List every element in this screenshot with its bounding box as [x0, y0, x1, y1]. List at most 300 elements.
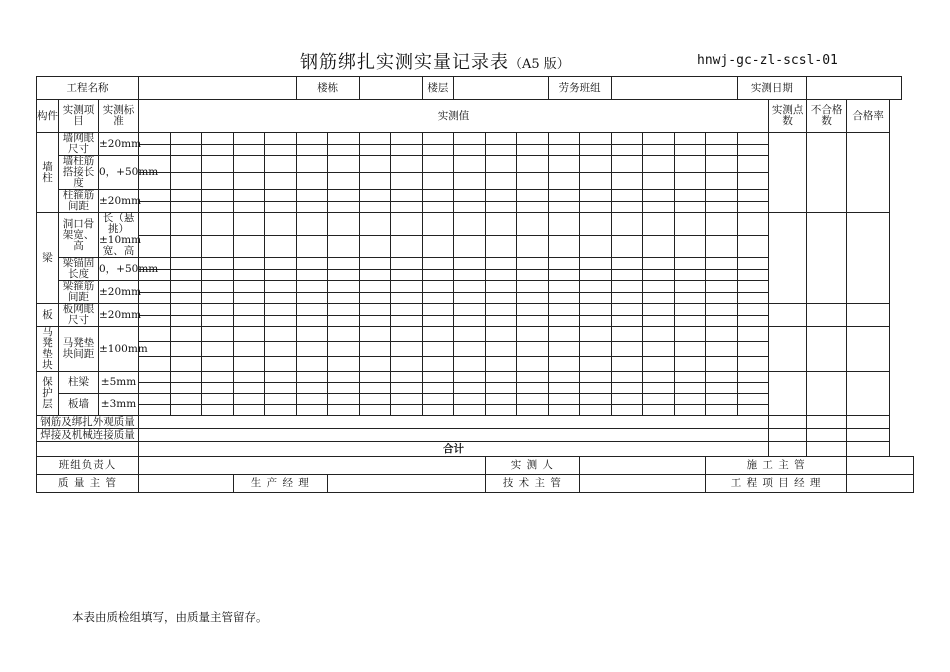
- measure-cell[interactable]: [139, 201, 171, 213]
- measure-cell[interactable]: [265, 173, 297, 190]
- measure-cell[interactable]: [485, 394, 517, 405]
- measure-cell[interactable]: [233, 327, 265, 342]
- measure-cell[interactable]: [454, 342, 486, 357]
- measure-cell[interactable]: [485, 372, 517, 383]
- measure-cell[interactable]: [265, 292, 297, 304]
- measure-cell[interactable]: [391, 156, 423, 173]
- measure-cell[interactable]: [359, 144, 391, 156]
- measure-cell[interactable]: [265, 383, 297, 394]
- points-cell[interactable]: [769, 133, 807, 213]
- measure-cell[interactable]: [580, 133, 612, 145]
- measure-cell[interactable]: [643, 327, 675, 342]
- measure-cell[interactable]: [454, 133, 486, 145]
- welding-fail[interactable]: [807, 429, 847, 442]
- measure-cell[interactable]: [643, 315, 675, 327]
- measure-cell[interactable]: [706, 213, 738, 236]
- measure-cell[interactable]: [706, 281, 738, 293]
- measure-cell[interactable]: [517, 342, 549, 357]
- measure-cell[interactable]: [296, 133, 328, 145]
- measure-cell[interactable]: [139, 144, 171, 156]
- measure-cell[interactable]: [737, 201, 769, 213]
- measure-cell[interactable]: [454, 281, 486, 293]
- measure-cell[interactable]: [580, 292, 612, 304]
- measure-cell[interactable]: [233, 144, 265, 156]
- measure-cell[interactable]: [706, 201, 738, 213]
- measure-cell[interactable]: [328, 342, 360, 357]
- measure-cell[interactable]: [737, 357, 769, 372]
- measure-cell[interactable]: [391, 383, 423, 394]
- measure-cell[interactable]: [580, 156, 612, 173]
- measure-cell[interactable]: [170, 190, 202, 202]
- measure-cell[interactable]: [265, 304, 297, 316]
- measure-cell[interactable]: [611, 258, 643, 270]
- measure-cell[interactable]: [422, 292, 454, 304]
- measure-cell[interactable]: [580, 190, 612, 202]
- measure-cell[interactable]: [139, 213, 171, 236]
- measure-cell[interactable]: [170, 342, 202, 357]
- measure-cell[interactable]: [454, 383, 486, 394]
- measure-cell[interactable]: [202, 394, 234, 405]
- measure-cell[interactable]: [422, 405, 454, 416]
- measure-cell[interactable]: [139, 190, 171, 202]
- measure-cell[interactable]: [674, 304, 706, 316]
- measure-cell[interactable]: [170, 304, 202, 316]
- measure-cell[interactable]: [674, 372, 706, 383]
- measure-cell[interactable]: [674, 235, 706, 258]
- measure-cell[interactable]: [422, 394, 454, 405]
- measure-cell[interactable]: [548, 304, 580, 316]
- measure-cell[interactable]: [548, 235, 580, 258]
- measure-cell[interactable]: [139, 327, 171, 342]
- measure-cell[interactable]: [202, 315, 234, 327]
- measure-cell[interactable]: [611, 327, 643, 342]
- measure-cell[interactable]: [296, 292, 328, 304]
- measure-cell[interactable]: [611, 292, 643, 304]
- measure-cell[interactable]: [611, 304, 643, 316]
- field-technical-supervisor[interactable]: [580, 475, 706, 493]
- measure-cell[interactable]: [485, 281, 517, 293]
- measure-cell[interactable]: [296, 405, 328, 416]
- measure-cell[interactable]: [359, 258, 391, 270]
- measure-cell[interactable]: [548, 269, 580, 281]
- measure-cell[interactable]: [139, 372, 171, 383]
- measure-cell[interactable]: [265, 342, 297, 357]
- measure-cell[interactable]: [233, 304, 265, 316]
- measure-cell[interactable]: [611, 281, 643, 293]
- measure-cell[interactable]: [328, 235, 360, 258]
- measure-cell[interactable]: [485, 133, 517, 145]
- measure-cell[interactable]: [296, 383, 328, 394]
- measure-cell[interactable]: [706, 235, 738, 258]
- measure-cell[interactable]: [611, 213, 643, 236]
- measure-cell[interactable]: [580, 144, 612, 156]
- measure-cell[interactable]: [611, 357, 643, 372]
- measure-cell[interactable]: [422, 133, 454, 145]
- measure-cell[interactable]: [611, 342, 643, 357]
- measure-cell[interactable]: [454, 201, 486, 213]
- measure-cell[interactable]: [517, 315, 549, 327]
- measure-cell[interactable]: [580, 342, 612, 357]
- measure-cell[interactable]: [202, 281, 234, 293]
- measure-cell[interactable]: [202, 383, 234, 394]
- measure-cell[interactable]: [359, 269, 391, 281]
- measure-cell[interactable]: [170, 133, 202, 145]
- measure-cell[interactable]: [359, 190, 391, 202]
- appearance-points[interactable]: [769, 416, 807, 429]
- measure-cell[interactable]: [706, 304, 738, 316]
- measure-cell[interactable]: [233, 383, 265, 394]
- measure-cell[interactable]: [517, 292, 549, 304]
- measure-cell[interactable]: [454, 190, 486, 202]
- measure-cell[interactable]: [643, 304, 675, 316]
- measure-cell[interactable]: [517, 269, 549, 281]
- fail-cell[interactable]: [807, 213, 847, 304]
- measure-cell[interactable]: [391, 357, 423, 372]
- measure-cell[interactable]: [391, 173, 423, 190]
- measure-cell[interactable]: [517, 383, 549, 394]
- measure-cell[interactable]: [359, 304, 391, 316]
- measure-cell[interactable]: [706, 144, 738, 156]
- measure-cell[interactable]: [296, 173, 328, 190]
- measure-cell[interactable]: [580, 394, 612, 405]
- measure-cell[interactable]: [328, 372, 360, 383]
- measure-cell[interactable]: [706, 173, 738, 190]
- measure-cell[interactable]: [485, 235, 517, 258]
- measure-cell[interactable]: [391, 372, 423, 383]
- measure-cell[interactable]: [517, 405, 549, 416]
- measure-cell[interactable]: [706, 133, 738, 145]
- measure-cell[interactable]: [202, 213, 234, 236]
- measure-cell[interactable]: [265, 269, 297, 281]
- measure-cell[interactable]: [265, 235, 297, 258]
- measure-cell[interactable]: [265, 394, 297, 405]
- measure-cell[interactable]: [391, 235, 423, 258]
- measure-cell[interactable]: [674, 258, 706, 270]
- measure-cell[interactable]: [296, 281, 328, 293]
- measure-cell[interactable]: [454, 315, 486, 327]
- measure-cell[interactable]: [611, 133, 643, 145]
- measure-cell[interactable]: [328, 405, 360, 416]
- measure-cell[interactable]: [737, 173, 769, 190]
- measure-cell[interactable]: [548, 201, 580, 213]
- measure-cell[interactable]: [328, 357, 360, 372]
- measure-cell[interactable]: [265, 315, 297, 327]
- measure-cell[interactable]: [391, 292, 423, 304]
- measure-cell[interactable]: [170, 258, 202, 270]
- measure-cell[interactable]: [674, 190, 706, 202]
- measure-cell[interactable]: [265, 156, 297, 173]
- measure-cell[interactable]: [706, 156, 738, 173]
- fail-cell[interactable]: [807, 327, 847, 372]
- measure-cell[interactable]: [737, 372, 769, 383]
- rate-cell[interactable]: [847, 213, 890, 304]
- measure-cell[interactable]: [706, 258, 738, 270]
- measure-cell[interactable]: [737, 342, 769, 357]
- measure-cell[interactable]: [328, 258, 360, 270]
- measure-cell[interactable]: [580, 372, 612, 383]
- measure-cell[interactable]: [233, 133, 265, 145]
- measure-cell[interactable]: [296, 327, 328, 342]
- measure-cell[interactable]: [233, 269, 265, 281]
- measure-cell[interactable]: [296, 235, 328, 258]
- appearance-values[interactable]: [139, 416, 769, 429]
- measure-cell[interactable]: [170, 201, 202, 213]
- measure-cell[interactable]: [265, 405, 297, 416]
- measure-cell[interactable]: [580, 357, 612, 372]
- measure-cell[interactable]: [611, 235, 643, 258]
- measure-cell[interactable]: [233, 258, 265, 270]
- measure-cell[interactable]: [391, 269, 423, 281]
- measure-cell[interactable]: [233, 235, 265, 258]
- measure-cell[interactable]: [674, 133, 706, 145]
- total-rate[interactable]: [847, 442, 890, 457]
- measure-cell[interactable]: [737, 269, 769, 281]
- measure-cell[interactable]: [454, 258, 486, 270]
- measure-cell[interactable]: [170, 292, 202, 304]
- measure-cell[interactable]: [391, 281, 423, 293]
- measure-cell[interactable]: [422, 156, 454, 173]
- measure-cell[interactable]: [170, 315, 202, 327]
- measure-cell[interactable]: [359, 201, 391, 213]
- measure-cell[interactable]: [328, 156, 360, 173]
- measure-cell[interactable]: [643, 173, 675, 190]
- fail-cell[interactable]: [807, 304, 847, 327]
- measure-cell[interactable]: [359, 372, 391, 383]
- measure-cell[interactable]: [485, 315, 517, 327]
- measure-cell[interactable]: [485, 213, 517, 236]
- measure-cell[interactable]: [139, 315, 171, 327]
- measure-cell[interactable]: [548, 372, 580, 383]
- measure-cell[interactable]: [328, 201, 360, 213]
- measure-cell[interactable]: [139, 292, 171, 304]
- field-floor[interactable]: [454, 77, 549, 100]
- measure-cell[interactable]: [643, 292, 675, 304]
- measure-cell[interactable]: [391, 213, 423, 236]
- measure-cell[interactable]: [359, 213, 391, 236]
- measure-cell[interactable]: [548, 133, 580, 145]
- measure-cell[interactable]: [391, 304, 423, 316]
- measure-cell[interactable]: [170, 235, 202, 258]
- measure-cell[interactable]: [737, 292, 769, 304]
- measure-cell[interactable]: [643, 383, 675, 394]
- measure-cell[interactable]: [548, 405, 580, 416]
- measure-cell[interactable]: [517, 281, 549, 293]
- measure-cell[interactable]: [706, 315, 738, 327]
- measure-cell[interactable]: [170, 213, 202, 236]
- measure-cell[interactable]: [485, 405, 517, 416]
- measure-cell[interactable]: [296, 213, 328, 236]
- measure-cell[interactable]: [485, 201, 517, 213]
- measure-cell[interactable]: [265, 133, 297, 145]
- measure-cell[interactable]: [296, 144, 328, 156]
- measure-cell[interactable]: [265, 281, 297, 293]
- measure-cell[interactable]: [706, 372, 738, 383]
- measure-cell[interactable]: [139, 133, 171, 145]
- measure-cell[interactable]: [517, 304, 549, 316]
- measure-cell[interactable]: [202, 405, 234, 416]
- measure-cell[interactable]: [202, 292, 234, 304]
- total-points[interactable]: [769, 442, 807, 457]
- welding-values[interactable]: [139, 429, 769, 442]
- measure-cell[interactable]: [643, 133, 675, 145]
- measure-cell[interactable]: [580, 327, 612, 342]
- measure-cell[interactable]: [643, 342, 675, 357]
- measure-cell[interactable]: [202, 342, 234, 357]
- measure-cell[interactable]: [517, 133, 549, 145]
- measure-cell[interactable]: [737, 281, 769, 293]
- measure-cell[interactable]: [611, 156, 643, 173]
- measure-cell[interactable]: [170, 394, 202, 405]
- measure-cell[interactable]: [643, 258, 675, 270]
- appearance-rate[interactable]: [847, 416, 890, 429]
- measure-cell[interactable]: [454, 394, 486, 405]
- measure-cell[interactable]: [706, 342, 738, 357]
- measure-cell[interactable]: [454, 173, 486, 190]
- points-cell[interactable]: [769, 304, 807, 327]
- measure-cell[interactable]: [265, 144, 297, 156]
- measure-cell[interactable]: [517, 213, 549, 236]
- measure-cell[interactable]: [202, 144, 234, 156]
- field-quality-supervisor[interactable]: [139, 475, 234, 493]
- fail-cell[interactable]: [807, 133, 847, 213]
- measure-cell[interactable]: [485, 383, 517, 394]
- measure-cell[interactable]: [737, 133, 769, 145]
- measure-cell[interactable]: [233, 173, 265, 190]
- measure-cell[interactable]: [706, 394, 738, 405]
- measure-cell[interactable]: [643, 394, 675, 405]
- measure-cell[interactable]: [643, 213, 675, 236]
- measure-cell[interactable]: [328, 173, 360, 190]
- measure-cell[interactable]: [359, 281, 391, 293]
- measure-cell[interactable]: [170, 281, 202, 293]
- field-construction-supervisor[interactable]: [847, 457, 914, 475]
- measure-cell[interactable]: [674, 156, 706, 173]
- rate-cell[interactable]: [847, 304, 890, 327]
- measure-cell[interactable]: [233, 394, 265, 405]
- measure-cell[interactable]: [611, 269, 643, 281]
- measure-cell[interactable]: [737, 235, 769, 258]
- measure-cell[interactable]: [611, 315, 643, 327]
- measure-cell[interactable]: [422, 173, 454, 190]
- measure-cell[interactable]: [548, 292, 580, 304]
- measure-cell[interactable]: [548, 258, 580, 270]
- measure-cell[interactable]: [139, 394, 171, 405]
- measure-cell[interactable]: [548, 173, 580, 190]
- measure-cell[interactable]: [328, 383, 360, 394]
- measure-cell[interactable]: [674, 383, 706, 394]
- measure-cell[interactable]: [391, 342, 423, 357]
- measure-cell[interactable]: [359, 342, 391, 357]
- measure-cell[interactable]: [170, 173, 202, 190]
- measure-cell[interactable]: [233, 357, 265, 372]
- measure-cell[interactable]: [265, 201, 297, 213]
- measure-cell[interactable]: [202, 258, 234, 270]
- measure-cell[interactable]: [359, 327, 391, 342]
- measure-cell[interactable]: [674, 213, 706, 236]
- measure-cell[interactable]: [485, 190, 517, 202]
- rate-cell[interactable]: [847, 327, 890, 372]
- measure-cell[interactable]: [422, 269, 454, 281]
- measure-cell[interactable]: [454, 372, 486, 383]
- measure-cell[interactable]: [233, 342, 265, 357]
- measure-cell[interactable]: [706, 327, 738, 342]
- measure-cell[interactable]: [517, 156, 549, 173]
- measure-cell[interactable]: [265, 327, 297, 342]
- measure-cell[interactable]: [296, 156, 328, 173]
- measure-cell[interactable]: [170, 269, 202, 281]
- measure-cell[interactable]: [422, 213, 454, 236]
- measure-cell[interactable]: [643, 201, 675, 213]
- measure-cell[interactable]: [422, 304, 454, 316]
- measure-cell[interactable]: [422, 315, 454, 327]
- measure-cell[interactable]: [611, 372, 643, 383]
- measure-cell[interactable]: [485, 342, 517, 357]
- measure-cell[interactable]: [139, 405, 171, 416]
- measure-cell[interactable]: [548, 342, 580, 357]
- measure-cell[interactable]: [233, 281, 265, 293]
- points-cell[interactable]: [769, 213, 807, 304]
- measure-cell[interactable]: [737, 315, 769, 327]
- welding-points[interactable]: [769, 429, 807, 442]
- measure-cell[interactable]: [548, 315, 580, 327]
- measure-cell[interactable]: [328, 292, 360, 304]
- measure-cell[interactable]: [454, 304, 486, 316]
- measure-cell[interactable]: [359, 133, 391, 145]
- measure-cell[interactable]: [265, 213, 297, 236]
- measure-cell[interactable]: [170, 372, 202, 383]
- measure-cell[interactable]: [202, 269, 234, 281]
- measure-cell[interactable]: [328, 144, 360, 156]
- measure-cell[interactable]: [485, 144, 517, 156]
- measure-cell[interactable]: [170, 357, 202, 372]
- measure-cell[interactable]: [391, 405, 423, 416]
- measure-cell[interactable]: [674, 315, 706, 327]
- measure-cell[interactable]: [643, 405, 675, 416]
- measure-cell[interactable]: [517, 394, 549, 405]
- measure-cell[interactable]: [139, 235, 171, 258]
- measure-cell[interactable]: [548, 383, 580, 394]
- measure-cell[interactable]: [517, 144, 549, 156]
- measure-cell[interactable]: [328, 304, 360, 316]
- measure-cell[interactable]: [265, 372, 297, 383]
- measure-cell[interactable]: [328, 133, 360, 145]
- measure-cell[interactable]: [674, 327, 706, 342]
- measure-cell[interactable]: [454, 156, 486, 173]
- measure-cell[interactable]: [454, 269, 486, 281]
- measure-cell[interactable]: [296, 315, 328, 327]
- points-cell[interactable]: [769, 372, 807, 416]
- measure-cell[interactable]: [454, 357, 486, 372]
- measure-cell[interactable]: [643, 190, 675, 202]
- measure-cell[interactable]: [517, 357, 549, 372]
- measure-cell[interactable]: [328, 190, 360, 202]
- measure-cell[interactable]: [391, 327, 423, 342]
- measure-cell[interactable]: [706, 405, 738, 416]
- measure-cell[interactable]: [359, 292, 391, 304]
- measure-cell[interactable]: [359, 383, 391, 394]
- measure-cell[interactable]: [706, 190, 738, 202]
- measure-cell[interactable]: [359, 235, 391, 258]
- appearance-fail[interactable]: [807, 416, 847, 429]
- measure-cell[interactable]: [233, 315, 265, 327]
- measure-cell[interactable]: [706, 383, 738, 394]
- measure-cell[interactable]: [296, 304, 328, 316]
- measure-cell[interactable]: [485, 156, 517, 173]
- measure-cell[interactable]: [643, 372, 675, 383]
- measure-cell[interactable]: [265, 190, 297, 202]
- measure-cell[interactable]: [233, 190, 265, 202]
- measure-cell[interactable]: [139, 357, 171, 372]
